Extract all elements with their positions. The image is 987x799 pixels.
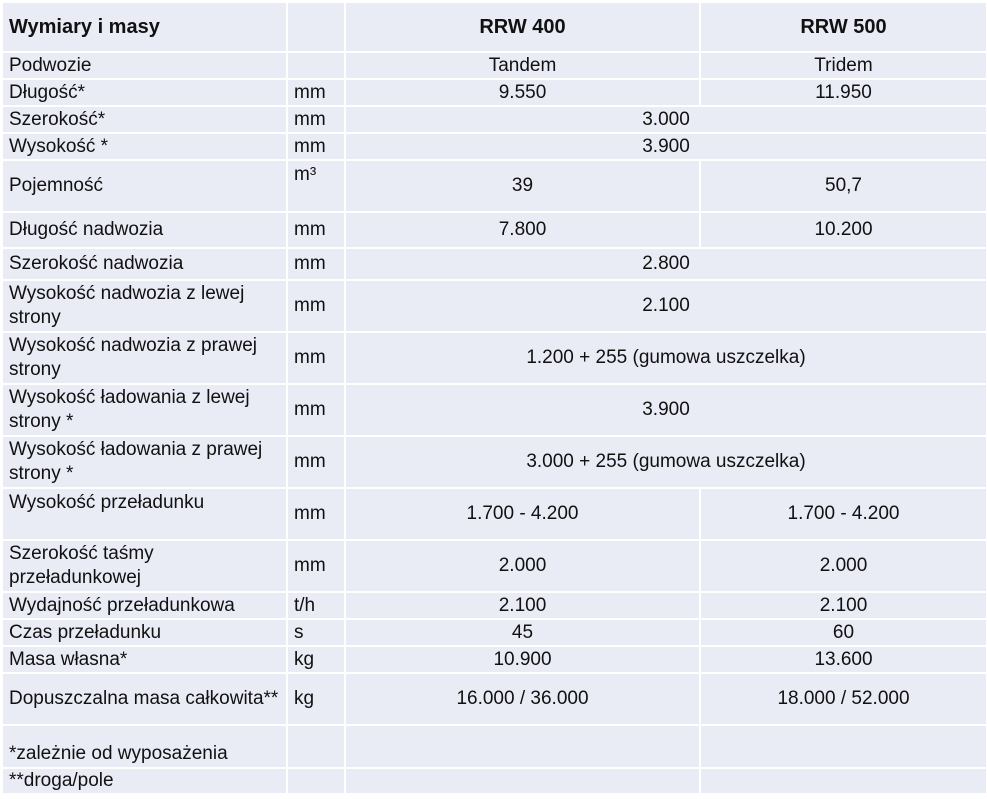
table-row: [2, 79, 987, 106]
row-unit: mm: [287, 332, 345, 384]
row-unit: mm: [287, 436, 345, 488]
row-label: Wysokość ładowania z prawej strony *: [2, 436, 287, 488]
footnote-equipment: *zależnie od wyposażenia: [2, 725, 287, 768]
row-label: Wysokość nadwozia z prawej strony: [2, 332, 287, 384]
row-unit: m³: [287, 160, 345, 212]
rrw500-value: 2.000: [700, 540, 987, 592]
shared-value: 1.200 + 255 (gumowa uszczelka): [345, 332, 987, 384]
table-row: [2, 52, 987, 79]
footnote-row: [2, 768, 987, 794]
row-unit: [287, 52, 345, 79]
row-label: Długość*: [2, 79, 287, 106]
table-row: [2, 436, 987, 488]
table-row: [2, 280, 987, 332]
shared-value: 2.100: [345, 280, 987, 332]
table-row: [2, 133, 987, 160]
row-unit: mm: [287, 79, 345, 106]
row-label: Szerokość*: [2, 106, 287, 133]
row-unit: mm: [287, 106, 345, 133]
table-row: [2, 646, 987, 673]
row-unit: mm: [287, 248, 345, 280]
rrw400-value: 7.800: [345, 212, 700, 248]
rrw400-value: 9.550: [345, 79, 700, 106]
rrw400-value: 10.900: [345, 646, 700, 673]
row-label: Wysokość przeładunku: [2, 488, 287, 540]
shared-value: 3.000 + 255 (gumowa uszczelka): [345, 436, 987, 488]
table-row: [2, 540, 987, 592]
row-label: Długość nadwozia: [2, 212, 287, 248]
table-row: [2, 619, 987, 646]
shared-value: 3.900: [345, 133, 987, 160]
row-unit: t/h: [287, 592, 345, 619]
row-label: Wydajność przeładunkowa: [2, 592, 287, 619]
row-unit: mm: [287, 133, 345, 160]
model-rrw500-header: RRW 500: [700, 2, 987, 52]
unit-header: [287, 2, 345, 52]
rrw400-value: 39: [345, 160, 700, 212]
table-row: [2, 248, 987, 280]
row-label: Czas przeładunku: [2, 619, 287, 646]
table-row: [2, 106, 987, 133]
row-label: Masa własna*: [2, 646, 287, 673]
table-row: [2, 212, 987, 248]
rrw500-value: 13.600: [700, 646, 987, 673]
row-unit: mm: [287, 384, 345, 436]
table-row: [2, 332, 987, 384]
rrw400-value: 1.700 - 4.200: [345, 488, 700, 540]
table-row: [2, 673, 987, 725]
row-unit: mm: [287, 488, 345, 540]
shared-value: 3.000: [345, 106, 987, 133]
rrw500-value: 50,7: [700, 160, 987, 212]
row-unit: s: [287, 619, 345, 646]
specs-table: [1, 1, 987, 795]
footnote-road-field: **droga/pole: [2, 768, 287, 794]
rrw500-value: 1.700 - 4.200: [700, 488, 987, 540]
row-label: Pojemność: [2, 160, 287, 212]
model-rrw400-header: RRW 400: [345, 2, 700, 52]
rrw400-value: 45: [345, 619, 700, 646]
rrw500-value: 18.000 / 52.000: [700, 673, 987, 725]
rrw500-value: 11.950: [700, 79, 987, 106]
table-row: [2, 592, 987, 619]
rrw500-value: 60: [700, 619, 987, 646]
shared-value: 2.800: [345, 248, 987, 280]
rrw400-value: 16.000 / 36.000: [345, 673, 700, 725]
rrw500-value: 2.100: [700, 592, 987, 619]
shared-value: 3.900: [345, 384, 987, 436]
row-label: Dopuszczalna masa całkowita**: [2, 673, 287, 725]
rrw400-value: 2.000: [345, 540, 700, 592]
table-row: [2, 488, 987, 540]
row-label: Szerokość nadwozia: [2, 248, 287, 280]
row-label: Wysokość *: [2, 133, 287, 160]
row-label: Wysokość nadwozia z lewej strony: [2, 280, 287, 332]
row-label: Podwozie: [2, 52, 287, 79]
row-unit: mm: [287, 540, 345, 592]
table-row: [2, 384, 987, 436]
row-label: Wysokość ładowania z lewej strony *: [2, 384, 287, 436]
row-unit: mm: [287, 212, 345, 248]
row-unit: kg: [287, 673, 345, 725]
table-title: Wymiary i masy: [2, 2, 287, 52]
row-unit: mm: [287, 280, 345, 332]
row-unit: kg: [287, 646, 345, 673]
rrw400-value: Tandem: [345, 52, 700, 79]
rrw400-value: 2.100: [345, 592, 700, 619]
rrw500-value: Tridem: [700, 52, 987, 79]
rrw500-value: 10.200: [700, 212, 987, 248]
header-row: [2, 2, 987, 52]
table-row: [2, 160, 987, 212]
footnote-row: [2, 725, 987, 768]
row-label: Szerokość taśmy przeładunkowej: [2, 540, 287, 592]
